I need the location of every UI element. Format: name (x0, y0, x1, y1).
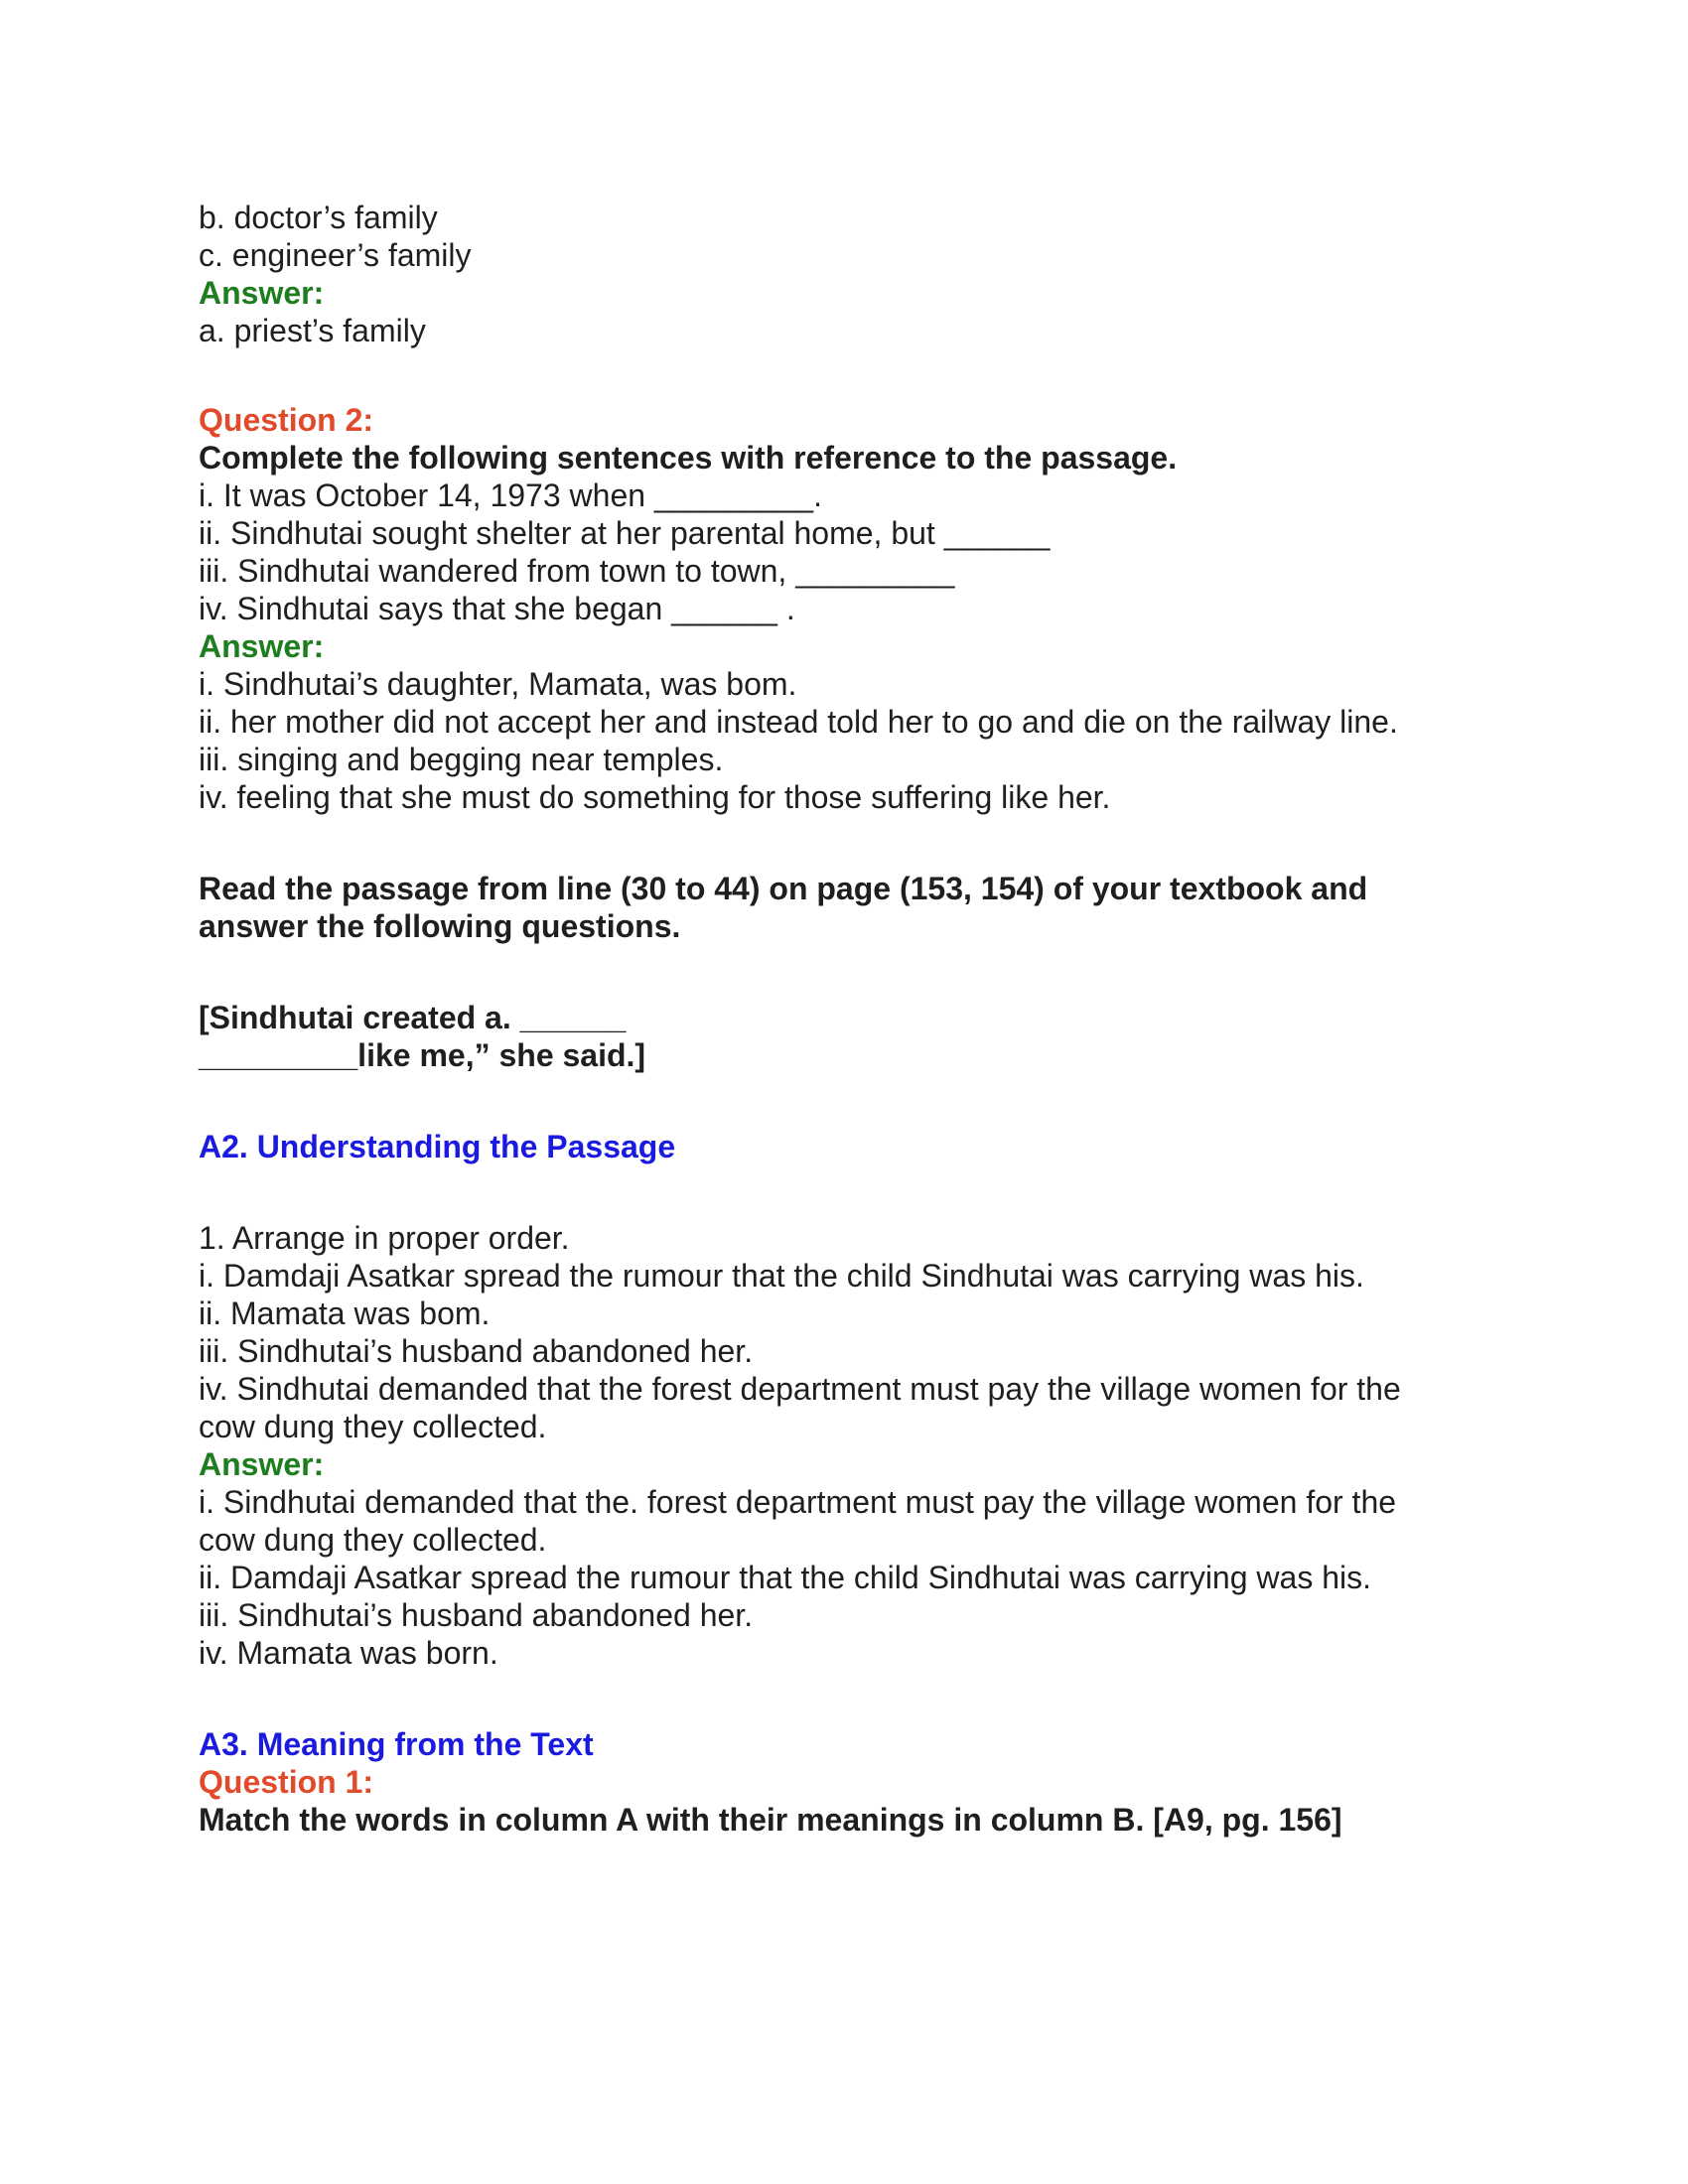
answer-item: ii. Damdaji Asatkar spread the rumour that the child Sindhutai was carrying was his. (199, 1560, 1371, 1595)
section-heading: A3. Meaning from the Text (199, 1726, 594, 1762)
question-instruction: Match the words in column A with their meanings in column B. [A9, pg. 156] (199, 1802, 1342, 1838)
list-item: iv. Sindhutai demanded that the forest department must pay the village women for the (199, 1371, 1401, 1407)
question-label: Question 1: (199, 1764, 374, 1800)
answer-item: iv. Mamata was born. (199, 1635, 498, 1671)
answer-item: iii. Sindhutai’s husband abandoned her. (199, 1597, 754, 1633)
list-item: iii. Sindhutai’s husband abandoned her. (199, 1333, 754, 1369)
answer-item: ii. her mother did not accept her and instead told her to go and die on the railway line. (199, 704, 1398, 740)
answer-item: cow dung they collected. (199, 1522, 547, 1558)
option-b: b. doctor’s family (199, 200, 438, 235)
answer-label: Answer: (199, 275, 325, 311)
list-item: i. It was October 14, 1973 when _________. (199, 478, 822, 513)
answer-item: i. Sindhutai’s daughter, Mamata, was bom. (199, 666, 797, 702)
list-item: ii. Sindhutai sought shelter at her parental home, but ______ (199, 515, 1051, 551)
section-intro: 1. Arrange in proper order. (199, 1220, 570, 1256)
passage-instruction: answer the following questions. (199, 908, 681, 944)
bracket-text: [Sindhutai created a. ______ (199, 1000, 627, 1035)
passage-instruction: Read the passage from line (30 to 44) on page (153, 154) of your textbook and (199, 871, 1368, 906)
list-item: iii. Sindhutai wandered from town to town, _________ (199, 553, 955, 589)
question-label: Question 2: (199, 402, 374, 438)
option-c: c. engineer’s family (199, 237, 472, 273)
answer-item: iv. feeling that she must do something for those suffering like her. (199, 779, 1111, 815)
question-instruction: Complete the following sentences with reference to the passage. (199, 440, 1178, 476)
answer-item: i. Sindhutai demanded that the. forest department must pay the village women for the (199, 1484, 1397, 1520)
bracket-text: _________like me,” she said.] (199, 1037, 646, 1073)
answer-label: Answer: (199, 1446, 325, 1482)
answer-item: iii. singing and begging near temples. (199, 742, 724, 777)
list-item: cow dung they collected. (199, 1409, 547, 1444)
answer-text: a. priest’s family (199, 313, 426, 348)
answer-label: Answer: (199, 628, 325, 664)
list-item: iv. Sindhutai says that she began ______ . (199, 591, 795, 626)
section-heading: A2. Understanding the Passage (199, 1129, 676, 1164)
list-item: i. Damdaji Asatkar spread the rumour that the child Sindhutai was carrying was his. (199, 1258, 1364, 1294)
list-item: ii. Mamata was bom. (199, 1296, 491, 1331)
document-page (199, 199, 1489, 1839)
